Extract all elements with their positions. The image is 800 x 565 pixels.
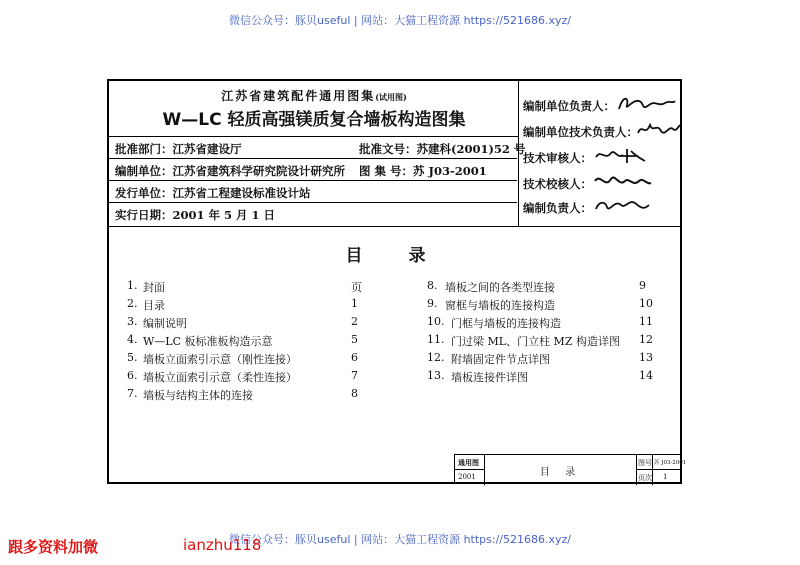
handwritten-signature [593, 193, 653, 217]
title-block [454, 454, 687, 484]
header-subtitle-note: (试用图) [375, 92, 407, 102]
header-subtitle-text: 江苏省建筑配件通用图集 [221, 89, 376, 103]
toc-item-number: 2. [127, 297, 138, 310]
signature-row [523, 91, 678, 116]
signature-row [523, 193, 678, 218]
title-block-atlas-label: 图号 [637, 455, 653, 470]
toc-item-number: 4. [127, 333, 138, 346]
title-block-page-label: 页次 [637, 470, 653, 485]
toc-item-page: 7 [351, 369, 358, 382]
toc-item-page: 2 [351, 315, 358, 328]
toc-item-number: 7. [127, 387, 138, 400]
signature-block [519, 81, 682, 227]
toc-item-number: 3. [127, 315, 138, 328]
promo-middle-text: ianzhu118 [183, 536, 262, 554]
title-block-year: 2001 [455, 470, 485, 485]
toc-item-title: W—LC 板标准板构造示意 [143, 335, 273, 348]
info-row [109, 137, 526, 159]
toc-item-number: 13. [427, 369, 445, 382]
toc-item-page: 13 [639, 351, 653, 364]
info-row [109, 203, 517, 225]
watermark-top: 微信公众号：豚贝useful | 网站：大猫工程资源 https://521686.xyz/ [229, 14, 571, 27]
handwritten-signature [615, 91, 677, 115]
drawing-sheet [107, 79, 687, 484]
toc-title: 目 录 [345, 246, 446, 266]
info-block [109, 137, 526, 227]
tech-head-label: 编制单位技术负责人： [523, 125, 638, 139]
approve-dept: 批准部门：江苏省建设厅 [115, 142, 242, 156]
toc-item-page: 8 [351, 387, 358, 400]
toc-item-number: 10. [427, 315, 445, 328]
handwritten-signature [593, 169, 653, 193]
editor-in-charge-label: 编制负责人： [523, 201, 592, 215]
handwritten-signature [593, 143, 649, 167]
toc-item-title: 墙板立面索引示意（柔性连接） [143, 371, 297, 384]
toc-item-page: 12 [639, 333, 653, 346]
toc-item-number: 6. [127, 369, 138, 382]
info-row [109, 159, 517, 181]
toc-item-title: 墙板与结构主体的连接 [143, 389, 253, 402]
toc-page-header: 页 [351, 281, 362, 294]
toc-item-title: 门过梁 ML、门立柱 MZ 构造详图 [451, 335, 620, 348]
toc-item-number: 5. [127, 351, 138, 364]
toc-item-title: 墙板之间的各类型连接 [445, 281, 555, 294]
toc-item-title: 墙板立面索引示意（刚性连接） [143, 353, 297, 366]
title-block-page-value: 1 [663, 473, 668, 481]
promo-left-text: 跟多资料加微 [8, 538, 99, 556]
tech-reviewer-label: 技术审核人： [523, 151, 592, 165]
toc-item-page: 11 [639, 315, 653, 328]
toc-item-title: 封面 [143, 281, 165, 294]
title-block-center: 目 录 [485, 455, 637, 485]
tech-checker-label: 技术校核人： [523, 177, 592, 191]
approve-doc: 批准文号：苏建科(2001)52 号 [359, 142, 526, 156]
title-block-atlas-value: 苏 J03-2001 [653, 455, 681, 470]
atlas-no: 图 集 号：苏 J03-2001 [359, 164, 487, 178]
toc-item-title: 编制说明 [143, 317, 187, 330]
signature-row [523, 143, 678, 168]
toc-item-page: 14 [639, 369, 653, 382]
toc-item-page: 9 [639, 279, 646, 292]
handwritten-signature [635, 117, 681, 141]
toc-item-number: 11. [427, 333, 445, 346]
toc-item-title: 目录 [143, 299, 165, 312]
toc-item-page: 1 [351, 297, 358, 310]
toc-item-title: 门框与墙板的连接构造 [451, 317, 561, 330]
header-subtitle [109, 87, 519, 104]
toc-item-number: 12. [427, 351, 445, 364]
toc-item-page: 10 [639, 297, 653, 310]
title-block-common-label: 通用图 [455, 455, 485, 470]
publisher: 发行单位：江苏省工程建设标准设计站 [115, 186, 311, 200]
toc-item-number: 1. [127, 279, 138, 292]
toc-item-page: 5 [351, 333, 358, 346]
toc-item-title: 附墙固定件节点详图 [451, 353, 550, 366]
toc-item-number: 9. [427, 297, 438, 310]
header-title: W—LC 轻质高强镁质复合墙板构造图集 [162, 110, 466, 130]
editor-unit: 编制单位：江苏省建筑科学研究院设计研究所 [115, 164, 345, 178]
sheet-header [109, 81, 519, 137]
unit-head-label: 编制单位负责人： [523, 99, 615, 113]
toc-item-title: 窗框与墙板的连接构造 [445, 299, 555, 312]
info-row [109, 181, 517, 203]
toc-item-title: 墙板连接件详图 [451, 371, 528, 384]
toc-item-number: 8. [427, 279, 438, 292]
signature-row [523, 169, 678, 194]
watermark-bottom: 微信公众号：豚贝useful | 网站：大猫工程资源 https://521686.xyz/ [229, 533, 571, 546]
signature-row [523, 117, 678, 142]
toc-item-page: 6 [351, 351, 358, 364]
effective-date: 实行日期：2001 年 5 月 1 日 [115, 208, 276, 222]
